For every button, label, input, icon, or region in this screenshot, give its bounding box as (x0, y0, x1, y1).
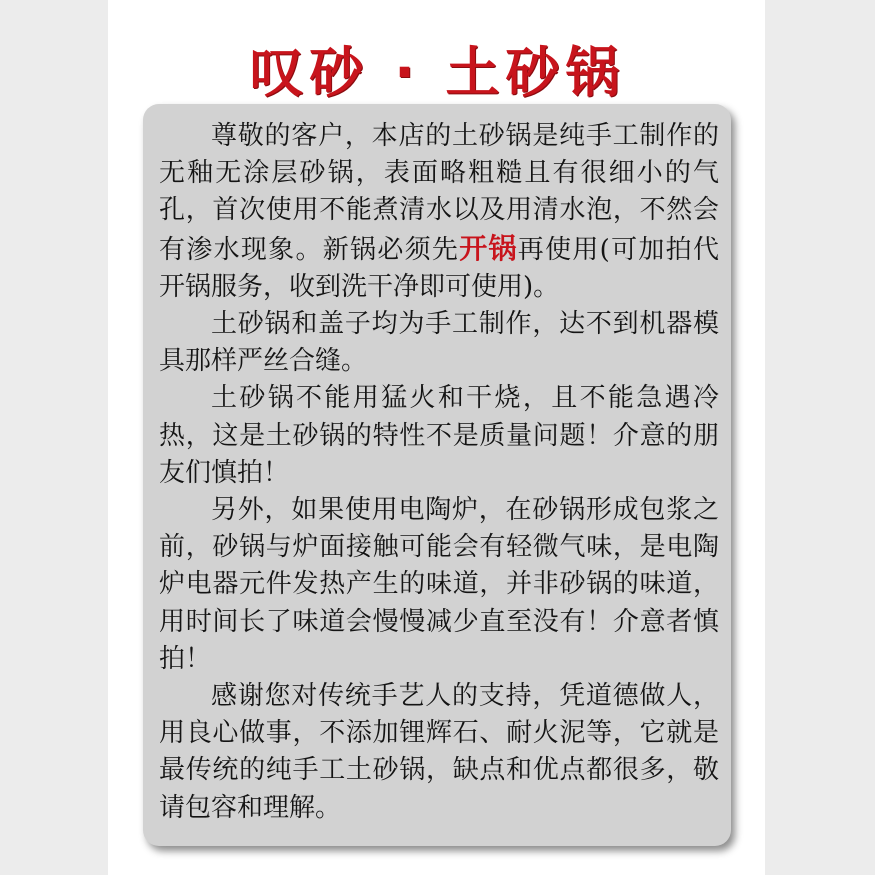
notice-paragraph-3: 土砂锅不能用猛火和干烧，且不能急遇冷热，这是土砂锅的特性不是质量问题！介意的朋友们慎拍！ (159, 383, 719, 488)
notice-paragraph-2: 土砂锅和盖子均为手工制作，达不到机器模具那样严丝合缝。 (159, 309, 719, 377)
notice-p1-before: 尊敬的客户，本店的土砂锅是纯手工制作的无釉无涂层砂锅，表面略粗糙且有很细小的气孔，首次使用不能煮清水以及用清水泡，不然会有渗水现象。新锅必须先 (159, 121, 719, 265)
page-title: 叹砂 · 土砂锅 (249, 41, 626, 104)
highlight-kai-guo: 开锅 (459, 231, 518, 265)
notice-paragraph-5: 感谢您对传统手艺人的支持，凭道德做人，用良心做事，不添加锂辉石、耐火泥等，它就是最传统的纯手工土砂锅，缺点和优点都很多，敬请包容和理解。 (159, 681, 719, 823)
notice-text (159, 118, 719, 827)
notice-p1-after: 再使用(可加拍代开锅服务，收到洗干净即可使用)。 (159, 234, 719, 302)
notice-paragraph-4: 另外，如果使用电陶炉，在砂锅形成包浆之前，砂锅与炉面接触可能会有轻微气味，是电陶炉电器元件发热产生的味道，并非砂锅的味道，用时间长了味道会慢慢减少直至没有！介意者慎拍！ (159, 495, 719, 674)
notice-paragraph-1 (159, 118, 719, 306)
